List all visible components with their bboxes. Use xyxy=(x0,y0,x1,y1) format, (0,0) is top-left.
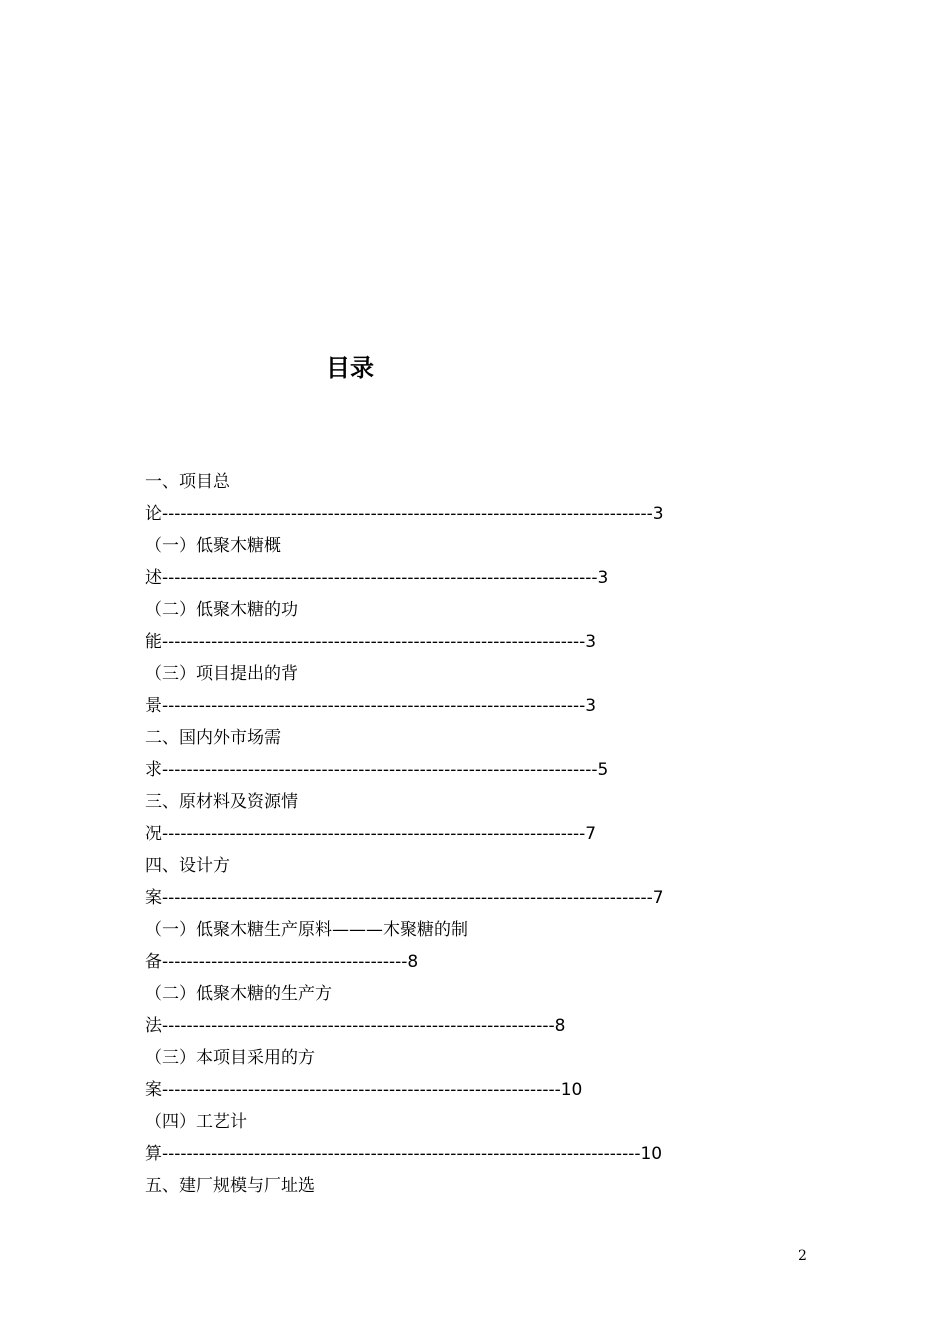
toc-line: 四、设计方 xyxy=(145,856,230,876)
toc-line: （三）项目提出的背 xyxy=(145,664,298,684)
toc-line: 法----------------------------------------------------------------8 xyxy=(145,1016,566,1036)
toc-line: 五、建厂规模与厂址选 xyxy=(145,1176,315,1196)
toc-line: 求-----------------------------------------------------------------------5 xyxy=(145,760,609,780)
toc-line: （二）低聚木糖的生产方 xyxy=(145,984,332,1004)
toc-line: 二、国内外市场需 xyxy=(145,728,281,748)
toc-line: 算------------------------------------------------------------------------------10 xyxy=(145,1144,663,1164)
toc-line: （一）低聚木糖生产原料———木聚糖的制 xyxy=(145,920,468,940)
page-number: 2 xyxy=(798,1248,807,1264)
toc-line: 能---------------------------------------------------------------------3 xyxy=(145,632,597,652)
toc-line: 论--------------------------------------------------------------------------------3 xyxy=(145,504,664,524)
toc-line: 案--------------------------------------------------------------------------------7 xyxy=(145,888,664,908)
toc-line: 景---------------------------------------------------------------------3 xyxy=(145,696,597,716)
toc-line: 备----------------------------------------8 xyxy=(145,952,419,972)
page-title: 目录 xyxy=(326,354,374,382)
toc-line: 述-----------------------------------------------------------------------3 xyxy=(145,568,609,588)
table-of-contents xyxy=(145,466,785,1202)
toc-line: （一）低聚木糖概 xyxy=(145,536,281,556)
toc-line: （四）工艺计 xyxy=(145,1112,247,1132)
toc-line: （三）本项目采用的方 xyxy=(145,1048,315,1068)
toc-line: 三、原材料及资源情 xyxy=(145,792,298,812)
toc-line: 案-----------------------------------------------------------------10 xyxy=(145,1080,583,1100)
toc-line: 况---------------------------------------------------------------------7 xyxy=(145,824,597,844)
toc-line: 一、项目总 xyxy=(145,472,230,492)
toc-line: （二）低聚木糖的功 xyxy=(145,600,298,620)
